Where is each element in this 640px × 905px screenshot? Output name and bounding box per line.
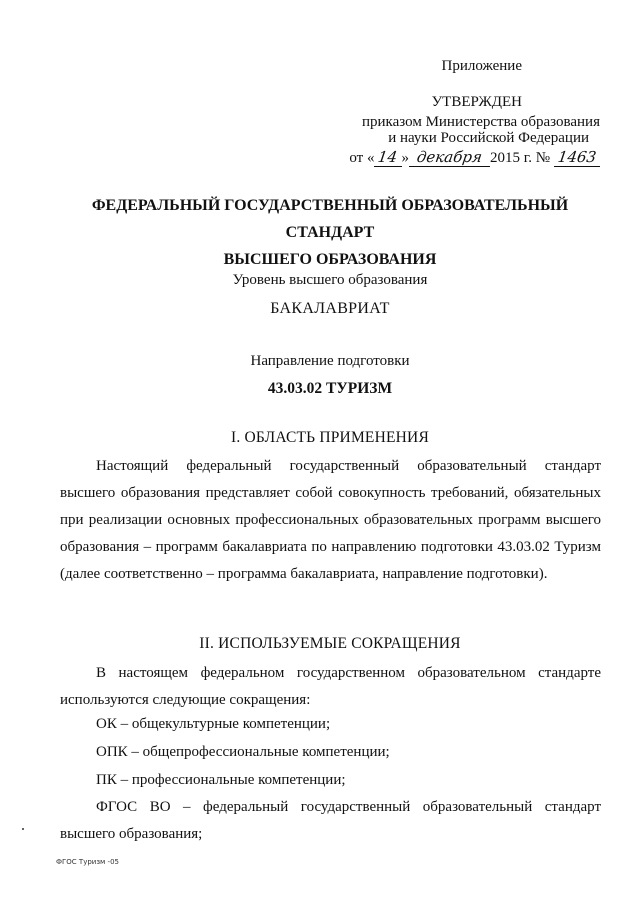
abbreviation-item-pk: ПК – профессиональные компетенции;: [96, 772, 346, 788]
date-mid: »: [401, 150, 410, 166]
appendix-label: Приложение: [441, 58, 522, 74]
direction-label: Направление подготовки: [250, 353, 410, 369]
date-year: 2015 г. №: [490, 150, 551, 166]
title-line-1: ФЕДЕРАЛЬНЫЙ ГОСУДАРСТВЕННЫЙ ОБРАЗОВАТЕЛЬНЫЙ СТАНДАРТ: [91, 197, 569, 241]
direction-value: 43.03.02 ТУРИЗМ: [267, 380, 393, 397]
section-2-intro: В настоящем федеральном государственном образовательном стандарте используются следующие сокращения:: [60, 665, 601, 708]
approval-date-line: [349, 148, 600, 169]
order-number-field: [554, 149, 600, 167]
section-2-heading: II. ИСПОЛЬЗУЕМЫЕ СОКРАЩЕНИЯ: [199, 635, 461, 652]
section-1-heading: I. ОБЛАСТЬ ПРИМЕНЕНИЯ: [231, 429, 429, 446]
approval-line-science: и науки Российской Федерации: [388, 130, 589, 146]
order-number-handwritten: 1463: [556, 148, 598, 166]
abbreviation-item-opk: ОПК – общепрофессиональные компетенции;: [96, 744, 390, 760]
abbreviation-item-fgos: ФГОС ВО – федеральный государственный образовательный стандарт высшего образования;: [60, 799, 601, 842]
date-day-handwritten: 14: [377, 148, 399, 166]
scan-speck: [22, 828, 24, 830]
date-day-field: [374, 149, 401, 167]
level-label: Уровень высшего образования: [232, 272, 428, 288]
title-line-2: ВЫСШЕГО ОБРАЗОВАНИЯ: [223, 251, 437, 268]
date-prefix: от «: [349, 150, 375, 166]
footer-code: ФГОС Туризм -05: [56, 858, 119, 866]
approved-label: УТВЕРЖДЕН: [431, 94, 522, 110]
approval-line-ministry: приказом Министерства образования: [362, 114, 600, 130]
date-month-handwritten: декабря: [415, 148, 484, 166]
date-month-field: [409, 149, 490, 167]
abbreviation-item-ok: ОК – общекультурные компетенции;: [96, 716, 331, 732]
section-1-paragraph: Настоящий федеральный государственный образовательный стандарт высшего образования представляет собой совокупность требований, обязательных при реализации основных профессиональных образовательных программ высшего образования – программ бакалавриата по направлению подготовки 43.03.02 Туризм (далее соответственно – программа бакалавриата, направление подготовки).: [60, 458, 601, 582]
document-title: [60, 192, 600, 273]
approval-block: [300, 56, 600, 186]
level-value: БАКАЛАВРИАТ: [270, 300, 390, 317]
